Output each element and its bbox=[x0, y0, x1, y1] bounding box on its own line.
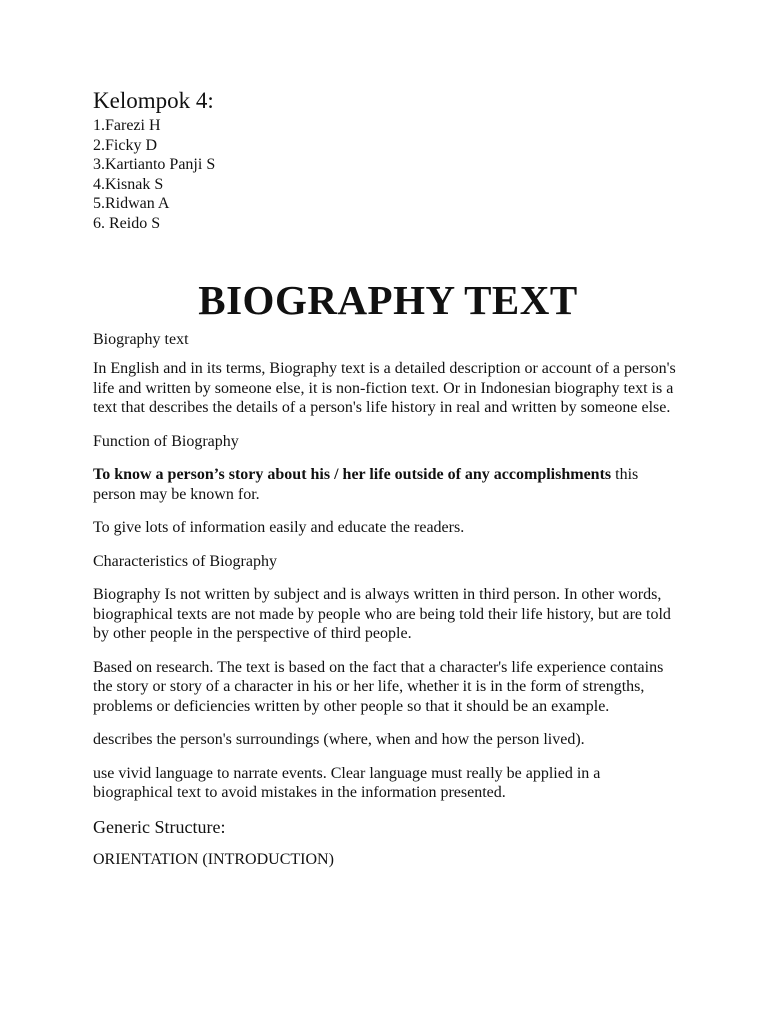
characteristics-label: Characteristics of Biography bbox=[93, 552, 277, 570]
orientation-heading: ORIENTATION (INTRODUCTION) bbox=[93, 850, 334, 868]
function-item-1 bbox=[93, 465, 683, 504]
characteristic-3: describes the person's surroundings (where, when and how the person lived). bbox=[93, 731, 585, 749]
member-item: 1.Farezi H bbox=[93, 117, 161, 134]
member-item: 3.Kartianto Panji S bbox=[93, 156, 216, 174]
intro-paragraph: In English and in its terms, Biography text is a detailed description or account of a person's life and written by someone else, it is non-fiction text. Or in Indonesian biography text is a text that describes the details of a person's life history in real and written by someone else. bbox=[93, 360, 676, 417]
group-heading: Kelompok 4: bbox=[93, 88, 214, 113]
document-title: BIOGRAPHY TEXT bbox=[198, 276, 578, 323]
member-item: 4.Kisnak S bbox=[93, 175, 164, 193]
function-item-1-rest: this person may be known for. bbox=[93, 466, 639, 503]
intro-label: Biography text bbox=[93, 330, 189, 348]
characteristic-1: Biography Is not written by subject and is always written in third person. In other words, biographical texts are not made by people who are being told their life history, but are told by other people in the perspective of third people. bbox=[93, 586, 671, 643]
function-label: Function of Biography bbox=[93, 432, 239, 450]
structure-heading: Generic Structure: bbox=[93, 816, 226, 837]
characteristic-4: use vivid language to narrate events. Clear language must really be applied in a biographical text to avoid mistakes in the information presented. bbox=[93, 764, 601, 802]
function-item-2: To give lots of information easily and educate the readers. bbox=[93, 519, 465, 537]
characteristic-2: Based on research. The text is based on the fact that a character's life experience contains the story or story of a character in his or her life, whether it is in the form of strengths, problems or deficiencies written by other people so that it should be an example. bbox=[93, 658, 664, 715]
member-list bbox=[93, 116, 683, 234]
member-item: 2.Ficky D bbox=[93, 136, 157, 154]
document-page bbox=[93, 86, 683, 869]
function-item-1-bold: To know a person’s story about his / her life outside of any accomplishments bbox=[93, 466, 612, 484]
member-item: 5.Ridwan A bbox=[93, 195, 170, 213]
member-item: 6. Reido S bbox=[93, 214, 161, 232]
